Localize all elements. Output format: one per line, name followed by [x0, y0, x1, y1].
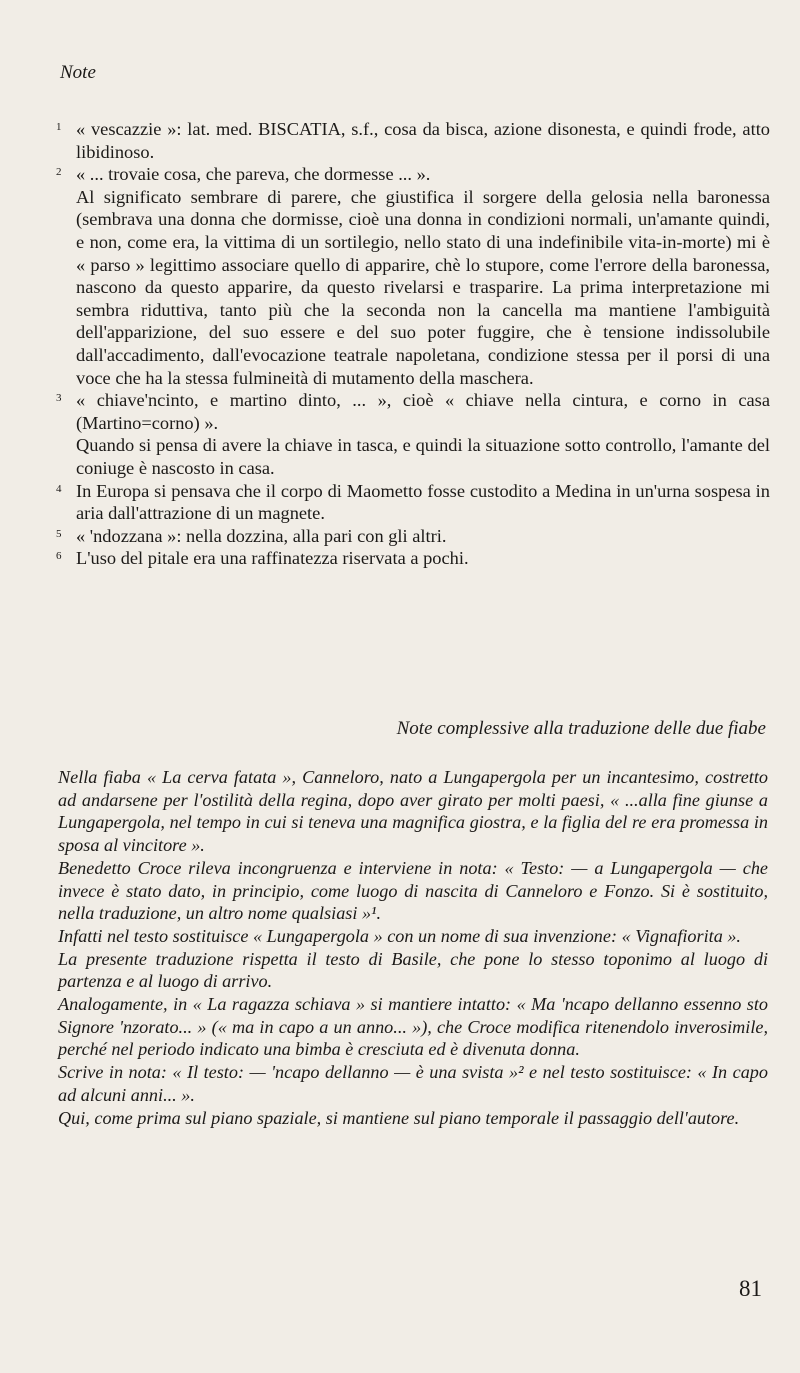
- essay-body: [58, 766, 768, 1129]
- footnote-number: 1: [56, 121, 62, 133]
- section-title: Note complessive alla traduzione delle due fiabe: [396, 718, 766, 739]
- footnote-text: Al significato sembrare di parere, che giustifica il sorgere della gelosia nella baronessa (sembrava una donna che dormisse, cioè una donna in condizioni normali, un'amante quindi, e non, come era, la vittima di un sortilegio, nello stato di una indefinibile vita-in-morte) mi è « parso » legittimo associare quello di apparire, chè lo stupore, come l'errore della baronessa, nascono da questo apparire, da questo rivelarsi e trasparire. La prima interpretazione mi sembra riduttiva, tanto più che la seconda non la cancella ma mantiene l'ambiguità dell'apparizione, del suo essere e del suo poter fuggire, che è tensione indissolubile dall'accadimento, dall'evocazione teatrale napoletana, condizione stessa per il porsi di una voce che ha la stessa fulmineità di mutamento della maschera.: [76, 186, 770, 388]
- footnote-4: [56, 480, 770, 525]
- footnote-1: [56, 118, 770, 163]
- footnote-number: 6: [56, 550, 62, 563]
- essay-paragraph: Scrive in nota: « Il testo: — 'ncapo dellanno — è una svista »² e nel testo sostituisce: « In capo ad alcuni anni... ».: [58, 1062, 768, 1105]
- footnote-5: [56, 525, 770, 548]
- page-number: 81: [739, 1276, 762, 1301]
- running-head: Note: [60, 62, 96, 83]
- footnotes-list: [56, 118, 770, 570]
- footnote-6: [56, 547, 770, 570]
- essay-paragraph: Nella fiaba « La cerva fatata », Canneloro, nato a Lungapergola per un incantesimo, costretto ad andarsene per l'ostilità della regina, dopo aver girato per molti paesi, « ...alla fine giunse a Lungapergola, nel tempo in cui si teneva una magnifica giostra, e la figlia del re era promessa in sposa al vincitore ».: [58, 767, 768, 856]
- footnote-text: « vescazzie »: lat. med. BISCATIA, s.f., cosa da bisca, azione disonesta, e quindi frode, atto libidinoso.: [76, 119, 770, 162]
- footnote-number: 2: [56, 166, 62, 179]
- footnote-text: « 'ndozzana »: nella dozzina, alla pari con gli altri.: [76, 525, 447, 546]
- footnote-text: L'uso del pitale era una raffinatezza riservata a pochi.: [76, 548, 469, 569]
- footnote-number: 3: [56, 392, 62, 405]
- footnote-number: 4: [56, 482, 62, 495]
- footnote-text: In Europa si pensava che il corpo di Maometto fosse custodito a Medina in un'urna sospesa in aria dall'attrazione di un magnete.: [76, 480, 770, 524]
- essay-paragraph: La presente traduzione rispetta il testo di Basile, che pone lo stesso toponimo al luogo di partenza e al luogo di arrivo.: [58, 948, 768, 992]
- footnote-number: 5: [56, 527, 62, 540]
- essay-paragraph: Benedetto Croce rileva incongruenza e interviene in nota: « Testo: — a Lungapergola — che invece è stato dato, in principio, come luogo di nascita di Canneloro e Fonzo. Si è sostituito, nella traduzione, un altro nome qualsiasi »¹.: [58, 857, 768, 924]
- footnote-2: [56, 163, 770, 389]
- essay-paragraph: Analogamente, in « La ragazza schiava » si mantiere intatto: « Ma 'ncapo dellanno essenno sto Signore 'nzorato... » (« ma in capo a un anno... »), che Croce modifica ritenendolo inverosimile, perché nel periodo indicato una bimba è cresciuta ed è divenuta donna.: [58, 994, 768, 1060]
- footnote-text: « ... trovaie cosa, che pareva, che dormesse ... ».: [76, 164, 431, 185]
- essay-paragraph: Qui, come prima sul piano spaziale, si mantiene sul piano temporale il passaggio dell'autore.: [58, 1107, 740, 1128]
- footnote-text: Quando si pensa di avere la chiave in tasca, e quindi la situazione sotto controllo, l'amante del coniuge è nascosto in casa.: [76, 435, 770, 478]
- essay-paragraph: Infatti nel testo sostituisce « Lungapergola » con un nome di sua invenzione: « Vignafiorita ».: [58, 925, 741, 946]
- footnote-3: [56, 389, 770, 479]
- footnote-text: « chiave'ncinto, e martino dinto, ... », cioè « chiave nella cintura, e corno in casa (Martino=corno) ».: [76, 390, 770, 433]
